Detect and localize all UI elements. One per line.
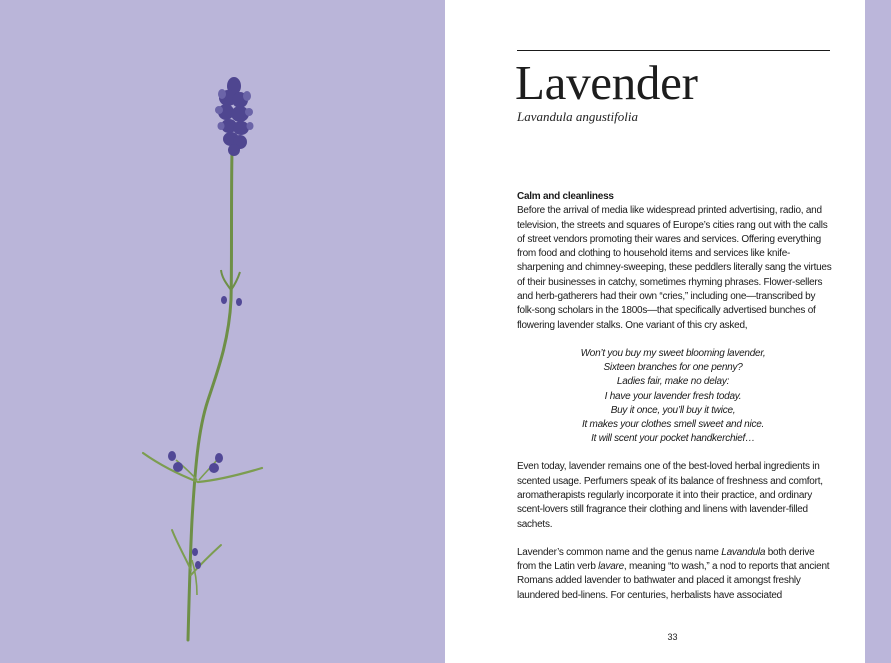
page-title: Lavender (515, 55, 698, 110)
latin-verb: lavare (598, 561, 624, 573)
page-number: 33 (667, 632, 678, 642)
poem-line: It makes your clothes smell sweet and nice. (581, 418, 765, 430)
poem (517, 347, 835, 446)
title-rule (517, 50, 830, 51)
poem-line: Won’t you buy my sweet blooming lavender, (580, 347, 766, 359)
genus-name: Lavandula (721, 546, 766, 558)
text-page (445, 0, 865, 663)
lavender-photo (0, 0, 445, 663)
poem-line: I have your lavender fresh today. (604, 390, 742, 402)
section-heading: Calm and cleanliness (517, 191, 614, 202)
paragraph-1: Before the arrival of media like widespread printed advertising, radio, and television, the streets and squares of Europe’s cities rang out with the calls of street vendors promoting their wares and services. Offering everything from food and clothing to household items and services like knife-sharpening and chimney-sweeping, these peddlers literally sang the virtues of their businesses in catchy, sometimes rhyming phrases. Flower-sellers and herb-gatherers had their own “cries,” including one—transcribed by folk-song scholars in the 1800s—that specifically advertised bunches of flowering lavender stalks. One variant of this cry asked, (517, 205, 832, 331)
article-body (517, 190, 835, 603)
paragraph-3 (517, 546, 835, 603)
latin-name: Lavandula angustifolia (517, 109, 638, 124)
poem-line: Buy it once, you’ll buy it twice, (610, 404, 736, 416)
poem-line: It will scent your pocket handkerchief… (591, 433, 755, 445)
paragraph-2: Even today, lavender remains one of the best-loved herbal ingredients in scented usage. Perfumers speak of its balance of freshness and comfort, aromatherapists regularly incorporate it into their practice, and ordinary scent-lovers still fragrance their clothing and linens with lavender-filled sachets. (517, 461, 823, 530)
paragraph-3-part-2: both derive from the Latin verb (517, 546, 815, 573)
lavender-sprig-illustration (0, 0, 445, 663)
paragraph-3-part-1: Lavender’s common name and the genus name (517, 546, 722, 558)
poem-line: Ladies fair, make no delay: (616, 376, 730, 388)
paragraph-3-part-3: , meaning “to wash,” a nod to reports that ancient Romans added lavender to bathwater and placed it amongst freshly laundered bed-linens. For centuries, herbalists have associated (517, 561, 830, 601)
next-page-edge (865, 0, 891, 663)
poem-line: Sixteen branches for one penny? (603, 362, 743, 374)
